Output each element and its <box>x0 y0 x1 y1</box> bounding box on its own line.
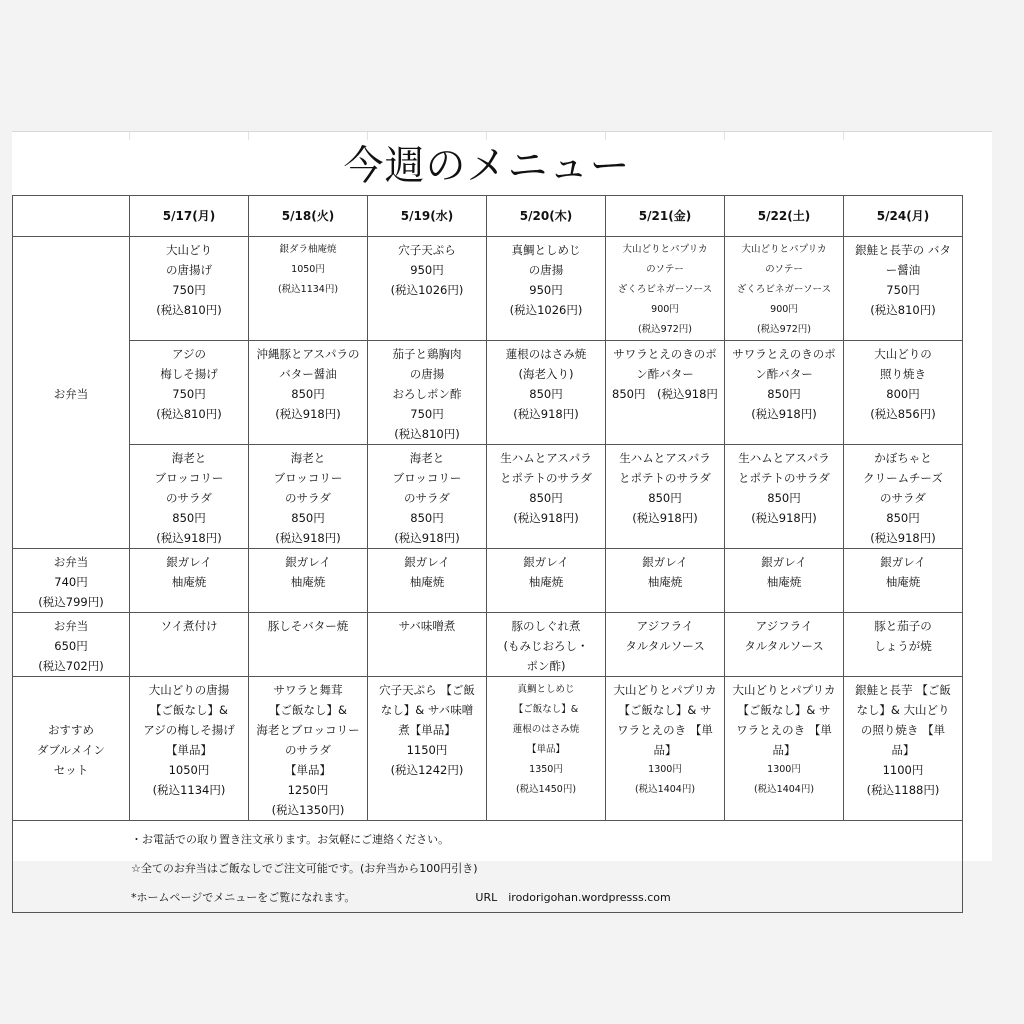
menu-cell <box>606 237 725 341</box>
price: 1050円 <box>168 763 210 777</box>
price: 1150円 <box>406 743 448 757</box>
price-with-tax: (税込918円) <box>275 407 341 421</box>
dish-name-line: ブロッコリー <box>392 471 462 485</box>
dish-name-line: のサラダ <box>285 743 331 757</box>
menu-cell <box>130 677 249 821</box>
dish-name-line: 柚庵焼 <box>647 575 683 589</box>
price: 750円 <box>172 283 206 297</box>
dish-name-line: ワラとえのき 【単 <box>736 723 832 737</box>
dish-name-line: 梅しそ揚げ <box>160 367 218 381</box>
dish-name-line: 銀ガレイ <box>880 555 926 569</box>
column-header: 5/19(水) <box>368 196 487 237</box>
double-main-row <box>13 677 963 821</box>
note-phone-order: ・お電話での取り置き注文承ります。お気軽にご連絡ください。 <box>131 833 450 846</box>
row-label-line: (税込799円) <box>38 595 104 609</box>
bento-740-row <box>13 549 963 613</box>
price: 800円 <box>886 387 920 401</box>
price-with-tax: (税込1450円) <box>515 784 577 795</box>
homepage-url: URL irodorigohan.wordpresss.com <box>475 891 671 904</box>
dish-name-line: 品】 <box>772 743 796 757</box>
column-header: 5/17(月) <box>130 196 249 237</box>
price: 850円 <box>886 511 920 525</box>
dish-name-line: の照り焼き 【単 <box>860 723 946 737</box>
price: 950円 <box>529 283 563 297</box>
dish-name-line: アジの <box>171 347 207 361</box>
menu-cell <box>368 677 487 821</box>
row-label-line: セット <box>53 763 89 777</box>
dish-name-line: のサラダ <box>166 491 212 505</box>
dish-name-line: 柚庵焼 <box>290 575 326 589</box>
spreadsheet-gridlines <box>12 131 992 140</box>
row-label-line: 650円 <box>54 639 88 653</box>
dish-name-line: 銀鮭と長芋 【ご飯 <box>855 683 951 697</box>
dish-name-line: 大山どりとパプリカ <box>613 683 717 697</box>
price-with-tax: (税込918円) <box>751 407 817 421</box>
price-with-tax: (税込1242円) <box>390 763 464 777</box>
menu-cell <box>368 549 487 613</box>
dish-name-line: とポテトのサラダ <box>500 471 592 485</box>
menu-cell <box>725 341 844 445</box>
menu-cell <box>130 549 249 613</box>
price-with-tax: (税込918円) <box>632 511 698 525</box>
dish-name-line: 品】 <box>653 743 677 757</box>
price-with-tax: (税込972円) <box>756 324 812 335</box>
dish-name-line: ワラとえのき 【単 <box>617 723 713 737</box>
dish-name-line: タルタルソース <box>625 639 705 653</box>
menu-cell <box>249 445 368 549</box>
column-header: 5/22(土) <box>725 196 844 237</box>
dish-name-line: 大山どりとパプリカ <box>741 244 827 255</box>
menu-cell <box>487 445 606 549</box>
dish-name-line: 真鯛としめじ <box>517 684 575 695</box>
price: 900円 <box>770 304 798 315</box>
bento-row-3 <box>13 445 963 549</box>
weekly-menu-table <box>12 195 963 913</box>
dish-name-line: 【単品】 <box>526 744 565 755</box>
dish-name-line: 柚庵焼 <box>766 575 802 589</box>
price: 1100円 <box>882 763 924 777</box>
column-header: 5/18(火) <box>249 196 368 237</box>
corner-cell <box>13 196 130 237</box>
notes-cell <box>13 821 963 913</box>
price-with-tax: (税込918円) <box>513 511 579 525</box>
dish-name-line: 大山どり <box>166 243 212 257</box>
bento-row-1 <box>13 237 963 341</box>
dish-name-line: 柚庵焼 <box>885 575 921 589</box>
price-with-tax: (税込1026円) <box>509 303 583 317</box>
header-row <box>13 196 963 237</box>
menu-cell <box>130 613 249 677</box>
dish-name-line: 銀鮭と長芋の バタ <box>855 243 951 257</box>
dish-name-line: (もみじおろし・ <box>503 639 589 653</box>
menu-cell <box>249 237 368 341</box>
dish-name-line: バター醤油 <box>279 367 337 381</box>
menu-cell <box>130 445 249 549</box>
menu-cell <box>487 677 606 821</box>
dish-name-line: なし】& サバ味噌 <box>380 703 474 717</box>
price-with-tax: (税込918円) <box>156 531 222 545</box>
price: 1250円 <box>287 783 329 797</box>
dish-name-line: 【ご飯なし】& サ <box>737 703 831 717</box>
price-with-tax: (税込1188円) <box>866 783 940 797</box>
dish-name-line: アジの梅しそ揚げ <box>143 723 235 737</box>
dish-name-line: 蓮根のはさみ焼 <box>512 724 580 735</box>
menu-cell <box>249 549 368 613</box>
menu-title: 今週のメニュー <box>343 143 631 189</box>
dish-name-line: 柚庵焼 <box>528 575 564 589</box>
dish-name-line: のサラダ <box>404 491 450 505</box>
row-label-double-main <box>13 677 130 821</box>
price: 1350円 <box>529 764 563 775</box>
menu-cell <box>368 341 487 445</box>
dish-name-line: 蓮根のはさみ焼 <box>505 347 587 361</box>
dish-name-line: 海老と <box>171 451 207 465</box>
menu-cell <box>368 445 487 549</box>
price-with-tax: (税込918円) <box>751 511 817 525</box>
price: 1050円 <box>291 264 325 275</box>
dish-name-line: (海老入り) <box>518 367 574 381</box>
dish-name-line: ざくろビネガーソース <box>736 284 832 295</box>
menu-cell <box>487 549 606 613</box>
column-header: 5/21(金) <box>606 196 725 237</box>
dish-name-line: ン酢バター <box>755 367 813 381</box>
menu-cell <box>844 445 963 549</box>
menu-cell <box>844 549 963 613</box>
price: 850円 <box>767 387 801 401</box>
dish-name-line: 品】 <box>891 743 915 757</box>
dish-name-line: タルタルソース <box>744 639 824 653</box>
price-with-tax: (税込918円) <box>870 531 936 545</box>
dish-name-line: の唐揚 <box>528 263 564 277</box>
menu-cell <box>725 549 844 613</box>
note-homepage <box>13 883 962 912</box>
row-label-line: お弁当 <box>53 619 89 633</box>
dish-name-line: とポテトのサラダ <box>738 471 830 485</box>
note-no-rice: ☆全てのお弁当はご飯なしでご注文可能です。(お弁当から100円引き) <box>131 862 478 875</box>
menu-cell <box>249 613 368 677</box>
dish-name-line: ソイ煮付け <box>160 619 218 633</box>
row-label-line: (税込702円) <box>38 659 104 673</box>
dish-name-line: 茄子と鶏胸肉 <box>392 347 462 361</box>
price: 850円 <box>648 491 682 505</box>
dish-name-line: 穴子天ぷら <box>398 243 456 257</box>
dish-name-line: 生ハムとアスパラ <box>500 451 592 465</box>
dish-name-line: 沖縄豚とアスパラの <box>256 347 360 361</box>
dish-name-line: のサラダ <box>285 491 331 505</box>
price: 750円 <box>410 407 444 421</box>
dish-name-line: 海老と <box>409 451 445 465</box>
dish-name-line: サワラと舞茸 <box>273 683 343 697</box>
menu-cell <box>606 677 725 821</box>
dish-name-line: 穴子天ぷら 【ご飯 <box>379 683 475 697</box>
bento-650-row <box>13 613 963 677</box>
menu-cell <box>844 677 963 821</box>
dish-name-line: サワラとえのきのポ <box>613 347 717 361</box>
dish-name-line: クリームチーズ <box>863 471 943 485</box>
dish-name-line: 照り焼き <box>880 367 926 381</box>
menu-cell <box>725 445 844 549</box>
menu-cell <box>368 237 487 341</box>
price: 900円 <box>651 304 679 315</box>
dish-name-line: 真鯛としめじ <box>511 243 581 257</box>
price: 850円 <box>291 387 325 401</box>
price-with-tax: (税込1350円) <box>271 803 345 817</box>
row-label-obento-650 <box>13 613 130 677</box>
price-with-tax: (税込856円) <box>870 407 936 421</box>
price-with-tax: (税込1404円) <box>634 784 696 795</box>
dish-name-line: 銀ガレイ <box>642 555 688 569</box>
price: 850円 <box>529 491 563 505</box>
price-with-tax: (税込1134円) <box>152 783 226 797</box>
dish-name-line: サバ味噌煮 <box>398 619 456 633</box>
dish-name-line: かぼちゃと <box>874 451 932 465</box>
dish-name-line: 豚しそバター焼 <box>267 619 349 633</box>
dish-name-line: の唐揚げ <box>166 263 212 277</box>
row-label-line: おすすめ <box>47 723 95 737</box>
dish-name-line: 海老と <box>290 451 326 465</box>
price: 850円 <box>291 511 325 525</box>
dish-name-line: のサラダ <box>880 491 926 505</box>
price-with-tax: (税込810円) <box>156 407 222 421</box>
bento-row-2 <box>13 341 963 445</box>
menu-cell <box>844 613 963 677</box>
menu-cell <box>130 341 249 445</box>
menu-cell <box>249 341 368 445</box>
menu-cell <box>606 549 725 613</box>
dish-name-line: 【単品】 <box>285 763 331 777</box>
menu-cell <box>130 237 249 341</box>
dish-name-line: しょうが焼 <box>874 639 932 653</box>
dish-name-line: の唐揚 <box>409 367 445 381</box>
dish-name-line: アジフライ <box>636 619 694 633</box>
dish-name-line: サワラとえのきのポ <box>732 347 836 361</box>
price: 850円 <box>172 511 206 525</box>
menu-cell <box>487 237 606 341</box>
price-with-tax: (税込918円) <box>513 407 579 421</box>
dish-name-line: 海老とブロッコリー <box>256 723 360 737</box>
note-homepage-text: *ホームページでメニューをご覧になれます。 <box>131 891 356 904</box>
dish-name-line: 豚のしぐれ煮 <box>511 619 581 633</box>
dish-name-line: 生ハムとアスパラ <box>619 451 711 465</box>
price-with-tax: (税込810円) <box>156 303 222 317</box>
dish-name-line: 銀ガレイ <box>761 555 807 569</box>
dish-name-line: 豚と茄子の <box>874 619 932 633</box>
price-with-tax: (税込972円) <box>637 324 693 335</box>
menu-cell <box>249 677 368 821</box>
dish-name-line: 大山どりの唐揚 <box>148 683 230 697</box>
dish-name-line: 銀ガレイ <box>285 555 331 569</box>
price: 850円 (税込918円 <box>612 387 718 401</box>
row-label-obento: お弁当 <box>13 237 130 549</box>
dish-name-line: 【ご飯なし】& <box>513 704 579 715</box>
menu-cell <box>844 341 963 445</box>
dish-name-line: 柚庵焼 <box>171 575 207 589</box>
dish-name-line: 煮【単品】 <box>398 723 456 737</box>
menu-cell <box>725 677 844 821</box>
column-header: 5/24(月) <box>844 196 963 237</box>
menu-cell <box>487 341 606 445</box>
dish-name-line: 銀ガレイ <box>404 555 450 569</box>
dish-name-line: 生ハムとアスパラ <box>738 451 830 465</box>
menu-cell <box>606 613 725 677</box>
price: 750円 <box>172 387 206 401</box>
dish-name-line: 大山どりとパプリカ <box>622 244 708 255</box>
dish-name-line: 銀ダラ柚庵焼 <box>279 244 337 255</box>
dish-name-line: 【ご飯なし】& サ <box>618 703 712 717</box>
dish-name-line: 銀ガレイ <box>166 555 212 569</box>
menu-cell <box>606 341 725 445</box>
price: 750円 <box>886 283 920 297</box>
dish-name-line: 【ご飯なし】& <box>269 703 347 717</box>
dish-name-line: 銀ガレイ <box>523 555 569 569</box>
menu-cell <box>725 613 844 677</box>
dish-name-line: 大山どりとパプリカ <box>732 683 836 697</box>
menu-cell <box>487 613 606 677</box>
dish-name-line: のソテー <box>765 264 803 275</box>
price-with-tax: (税込918円) <box>275 531 341 545</box>
row-label-line: ダブルメイン <box>37 743 105 757</box>
dish-name-line: 【ご飯なし】& <box>150 703 228 717</box>
price-with-tax: (税込810円) <box>394 427 460 441</box>
price: 850円 <box>529 387 563 401</box>
dish-name-line: アジフライ <box>755 619 813 633</box>
dish-name-line: ブロッコリー <box>273 471 343 485</box>
row-label-line: 740円 <box>54 575 88 589</box>
dish-name-line: 【単品】 <box>166 743 212 757</box>
price: 950円 <box>410 263 444 277</box>
row-label-obento-740 <box>13 549 130 613</box>
price-with-tax: (税込1026円) <box>390 283 464 297</box>
dish-name-line: とポテトのサラダ <box>619 471 711 485</box>
price: 850円 <box>410 511 444 525</box>
price-with-tax: (税込1404円) <box>753 784 815 795</box>
dish-name-line: ざくろビネガーソース <box>617 284 713 295</box>
price: 1300円 <box>767 764 801 775</box>
dish-name-line: ポン酢) <box>526 659 566 673</box>
dish-name-line: ー醤油 <box>885 263 921 277</box>
price-with-tax: (税込810円) <box>870 303 936 317</box>
price-with-tax: (税込1134円) <box>277 284 339 295</box>
row-label-line: お弁当 <box>53 555 89 569</box>
dish-name-line: のソテー <box>646 264 684 275</box>
price: 850円 <box>767 491 801 505</box>
menu-cell <box>725 237 844 341</box>
menu-cell <box>606 445 725 549</box>
menu-cell <box>368 613 487 677</box>
dish-name-line: 柚庵焼 <box>409 575 445 589</box>
menu-cell <box>844 237 963 341</box>
price-with-tax: (税込918円) <box>394 531 460 545</box>
dish-name-line: ブロッコリー <box>154 471 224 485</box>
dish-name-line: おろしポン酢 <box>392 387 462 401</box>
dish-name-line: ン酢バター <box>636 367 694 381</box>
dish-name-line: 大山どりの <box>874 347 932 361</box>
price: 1300円 <box>648 764 682 775</box>
column-header: 5/20(木) <box>487 196 606 237</box>
dish-name-line: なし】& 大山どり <box>856 703 950 717</box>
notes-row <box>13 821 963 913</box>
